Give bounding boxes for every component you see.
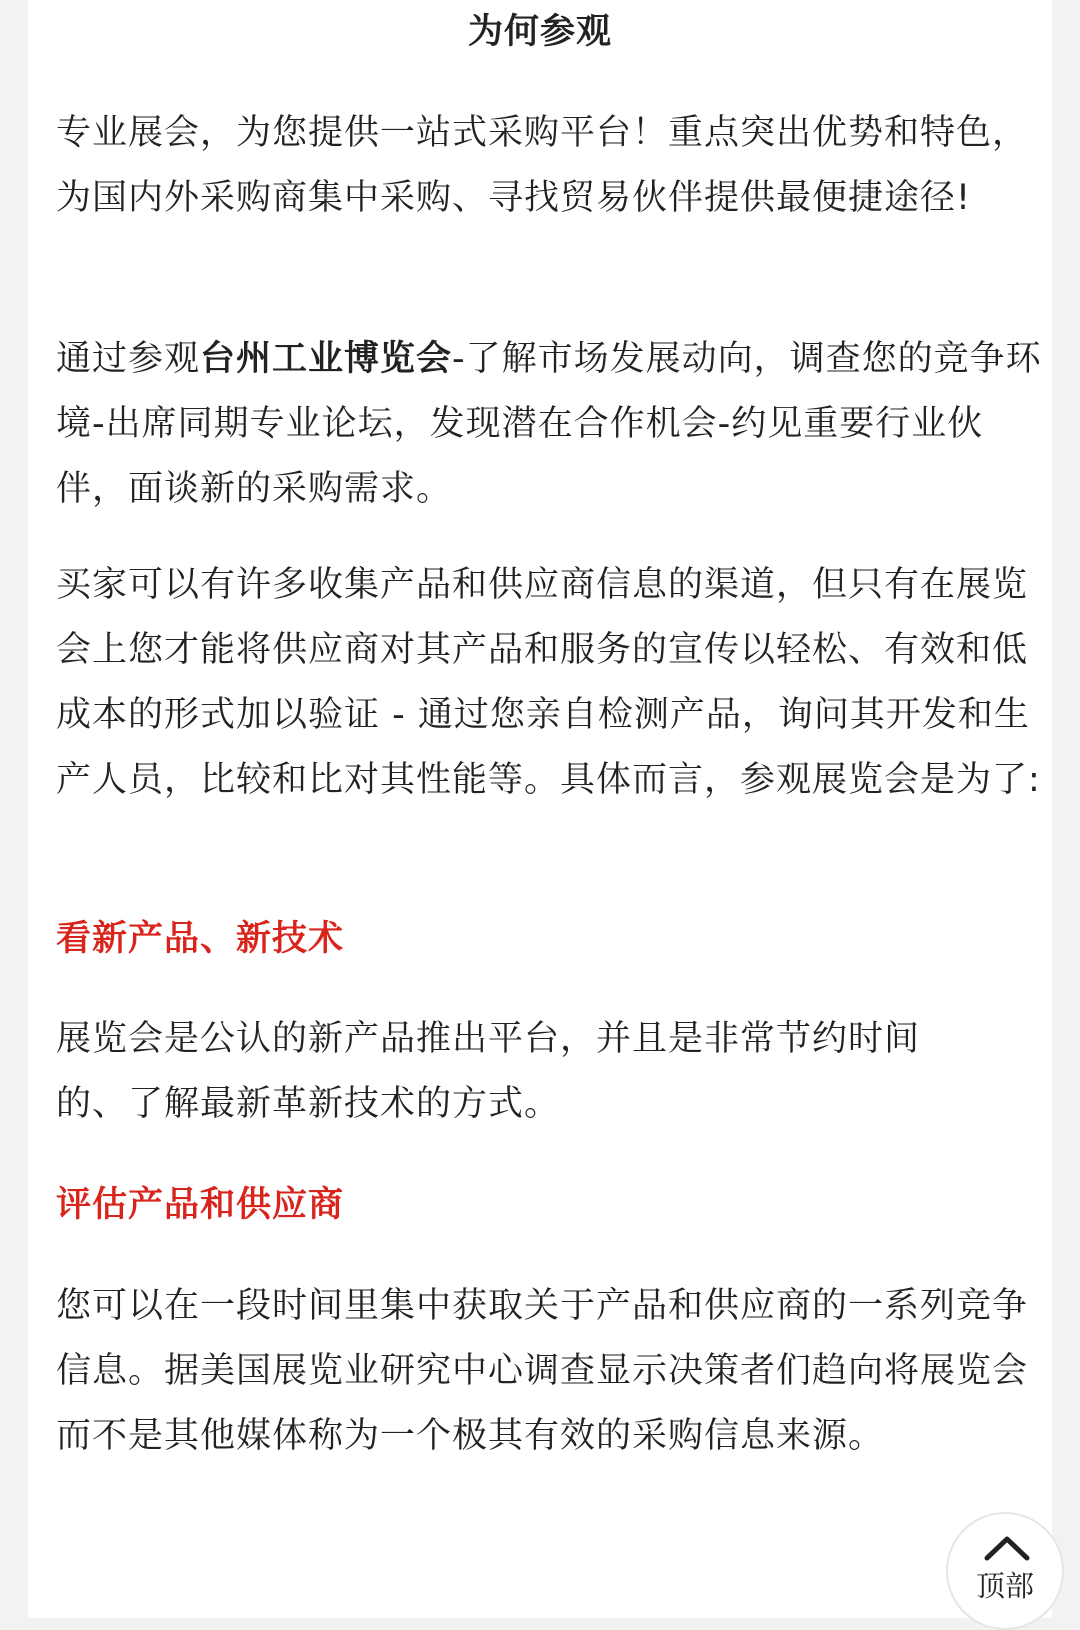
chevron-up-icon <box>983 1534 1031 1562</box>
section-heading-evaluate-suppliers: 评估产品和供应商 <box>56 1185 345 1225</box>
page-title: 为何参观 <box>467 12 612 52</box>
expo-name: 台州工业博览会 <box>200 339 453 379</box>
section-text-evaluate-suppliers: 您可以在一段时间里集中获取关于产品和供应商的一系列竞争信息。据美国展览业研究中心调查显示决策者们趋向将展览会而不是其他媒体称为一个极其有效的采购信息来源。 <box>56 1286 1029 1456</box>
back-to-top-label: 顶部 <box>975 1569 1034 1603</box>
back-to-top-button[interactable] <box>946 1512 1064 1630</box>
buyer-channels-paragraph: 买家可以有许多收集产品和供应商信息的渠道，但只有在展览会上您才能将供应商对其产品和服务的宣传以轻松、有效和低成本的形式加以验证 - 通过您亲自检测产品，询问其开发和生产人员，比较和比对其性能等。具体而言，参观展览会是为了: <box>56 565 1041 800</box>
section-text-new-products: 展览会是公认的新产品推出平台，并且是非常节约时间的、了解最新革新技术的方式。 <box>56 1019 921 1124</box>
visit-benefits-rest: -了解市场发展动向，调查您的竞争环境-出席同期专业论坛，发现潜在合作机会-约见重要行业伙伴，面谈新的采购需求。 <box>56 339 1042 509</box>
intro-paragraph: 专业展会，为您提供一站式采购平台！重点突出优势和特色，为国内外采购商集中采购、寻找贸易伙伴提供最便捷途径! <box>56 113 1029 218</box>
visit-benefits-lead: 通过参观 <box>56 339 201 379</box>
section-heading-new-products: 看新产品、新技术 <box>56 919 345 959</box>
article-card <box>28 0 1052 1618</box>
visit-benefits-paragraph <box>56 327 1051 522</box>
